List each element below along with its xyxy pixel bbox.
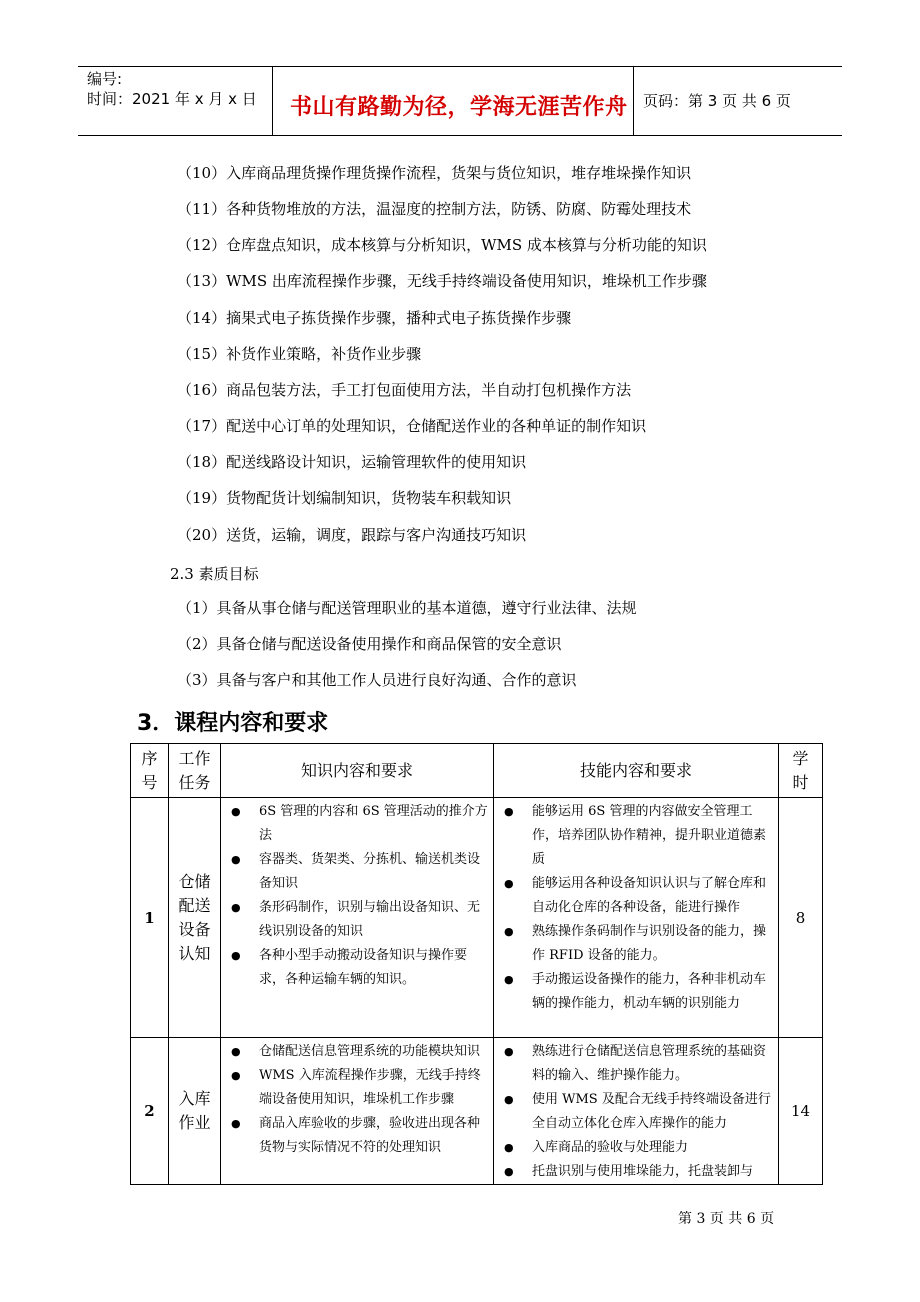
knowledge-item: （16）商品包装方法，手工打包面使用方法，半自动打包机操作方法 bbox=[177, 381, 632, 399]
list-item: ● 条形码制作，识别与输出设备知识、无线识别设备的知识 bbox=[225, 896, 489, 944]
bullet-icon: ● bbox=[231, 901, 241, 914]
list-item: ● 容器类、货架类、分拣机、输送机类设备知识 bbox=[225, 848, 489, 896]
knowledge-item: （14）摘果式电子拣货操作步骤，播种式电子拣货操作步骤 bbox=[177, 309, 572, 327]
table-row bbox=[131, 1038, 823, 1185]
row-num: 2 bbox=[131, 1038, 169, 1185]
bullet-icon: ● bbox=[504, 877, 514, 890]
course-table bbox=[130, 743, 823, 1185]
knowledge-item: （18）配送线路设计知识，运输管理软件的使用知识 bbox=[177, 453, 527, 471]
header-motto: 书山有路勤为径，学海无涯苦作舟 bbox=[290, 95, 628, 120]
header-hours: 学 时 bbox=[779, 744, 823, 798]
bullet-icon: ● bbox=[504, 1093, 514, 1106]
knowledge-item: （15）补货作业策略，补货作业步骤 bbox=[177, 345, 422, 363]
knowledge-item: （13）WMS 出库流程操作步骤，无线手持终端设备使用知识，堆垛机工作步骤 bbox=[177, 272, 707, 290]
list-item: ● 熟练进行仓储配送信息管理系统的基础资料的输入、维护操作能力。 bbox=[498, 1040, 774, 1088]
knowledge-item: （12）仓库盘点知识，成本核算与分析知识，WMS 成本核算与分析功能的知识 bbox=[177, 236, 707, 254]
header-time-label: 时间：2021 年 x 月 x 日 bbox=[87, 90, 257, 108]
knowledge-item: （17）配送中心订单的处理知识，仓储配送作业的各种单证的制作知识 bbox=[177, 417, 647, 435]
row-num: 1 bbox=[131, 798, 169, 1038]
row-skills bbox=[494, 798, 779, 1038]
quality-section-heading: 2.3 素质目标 bbox=[170, 565, 259, 583]
row-hours: 8 bbox=[779, 798, 823, 1038]
header-page-code: 页码：第 3 页 共 6 页 bbox=[643, 92, 791, 110]
knowledge-item: （11）各种货物堆放的方法，温湿度的控制方法，防锈、防腐、防霉处理技术 bbox=[177, 200, 692, 218]
list-item: ● 使用 WMS 及配合无线手持终端设备进行全自动立体化仓库入库操作的能力 bbox=[498, 1088, 774, 1136]
list-item: ● 能够运用 6S 管理的内容做安全管理工作，培养团队协作精神，提升职业道德素质 bbox=[498, 800, 774, 872]
row-knowledge bbox=[221, 798, 494, 1038]
bullet-icon: ● bbox=[231, 949, 241, 962]
header-num: 序 号 bbox=[131, 744, 169, 798]
header-task: 工作 任务 bbox=[169, 744, 221, 798]
knowledge-item: （19）货物配货计划编制知识，货物装车积载知识 bbox=[177, 489, 512, 507]
list-item: ● 6S 管理的内容和 6S 管理活动的推介方法 bbox=[225, 800, 489, 848]
header-knowledge: 知识内容和要求 bbox=[221, 744, 494, 798]
header-divider-2 bbox=[633, 66, 634, 135]
list-item: ● WMS 入库流程操作步骤，无线手持终端设备使用知识，堆垛机工作步骤 bbox=[225, 1064, 489, 1112]
list-item: ● 熟练操作条码制作与识别设备的能力，操作 RFID 设备的能力。 bbox=[498, 920, 774, 968]
bullet-icon: ● bbox=[231, 1045, 241, 1058]
bullet-icon: ● bbox=[231, 805, 241, 818]
bullet-icon: ● bbox=[231, 853, 241, 866]
header-bottom-rule bbox=[78, 135, 842, 136]
table-header-row bbox=[131, 744, 823, 798]
page-footer: 第 3 页 共 6 页 bbox=[678, 1211, 775, 1227]
bullet-icon: ● bbox=[504, 1165, 514, 1178]
knowledge-item: （10）入库商品理货操作理货操作流程，货架与货位知识，堆存堆垛操作知识 bbox=[177, 164, 692, 182]
header-number-label: 编号: bbox=[87, 70, 123, 88]
list-item: ● 各种小型手动搬动设备知识与操作要求，各种运输车辆的知识。 bbox=[225, 944, 489, 992]
bullet-icon: ● bbox=[504, 925, 514, 938]
list-item: ● 托盘识别与使用堆垛能力，托盘装卸与 bbox=[498, 1160, 774, 1184]
list-item: ● 入库商品的验收与处理能力 bbox=[498, 1136, 774, 1160]
bullet-icon: ● bbox=[231, 1117, 241, 1130]
header-skill: 技能内容和要求 bbox=[494, 744, 779, 798]
bullet-icon: ● bbox=[504, 1141, 514, 1154]
bullet-icon: ● bbox=[504, 973, 514, 986]
quality-item: （3）具备与客户和其他工作人员进行良好沟通、合作的意识 bbox=[177, 671, 577, 689]
course-content-heading: 3．课程内容和要求 bbox=[137, 711, 329, 736]
quality-item: （2）具备仓储与配送设备使用操作和商品保管的安全意识 bbox=[177, 635, 562, 653]
list-item: ● 仓储配送信息管理系统的功能模块知识 bbox=[225, 1040, 489, 1064]
row-task: 仓储 配送 设备 认知 bbox=[169, 798, 221, 1038]
row-hours: 14 bbox=[779, 1038, 823, 1185]
quality-item: （1）具备从事仓储与配送管理职业的基本道德，遵守行业法律、法规 bbox=[177, 599, 637, 617]
knowledge-item: （20）送货，运输，调度，跟踪与客户沟通技巧知识 bbox=[177, 526, 527, 544]
list-item: ● 手动搬运设备操作的能力，各种非机动车辆的操作能力，机动车辆的识别能力 bbox=[498, 968, 774, 1016]
bullet-icon: ● bbox=[504, 1045, 514, 1058]
row-task: 入库 作业 bbox=[169, 1038, 221, 1185]
header-top-rule bbox=[78, 66, 842, 67]
list-item: ● 能够运用各种设备知识认识与了解仓库和自动化仓库的各种设备，能进行操作 bbox=[498, 872, 774, 920]
row-knowledge bbox=[221, 1038, 494, 1185]
bullet-icon: ● bbox=[231, 1069, 241, 1082]
row-skills bbox=[494, 1038, 779, 1185]
table-row bbox=[131, 798, 823, 1038]
list-item: ● 商品入库验收的步骤，验收进出现各种货物与实际情况不符的处理知识 bbox=[225, 1112, 489, 1160]
header-divider-1 bbox=[272, 66, 273, 135]
bullet-icon: ● bbox=[504, 805, 514, 818]
